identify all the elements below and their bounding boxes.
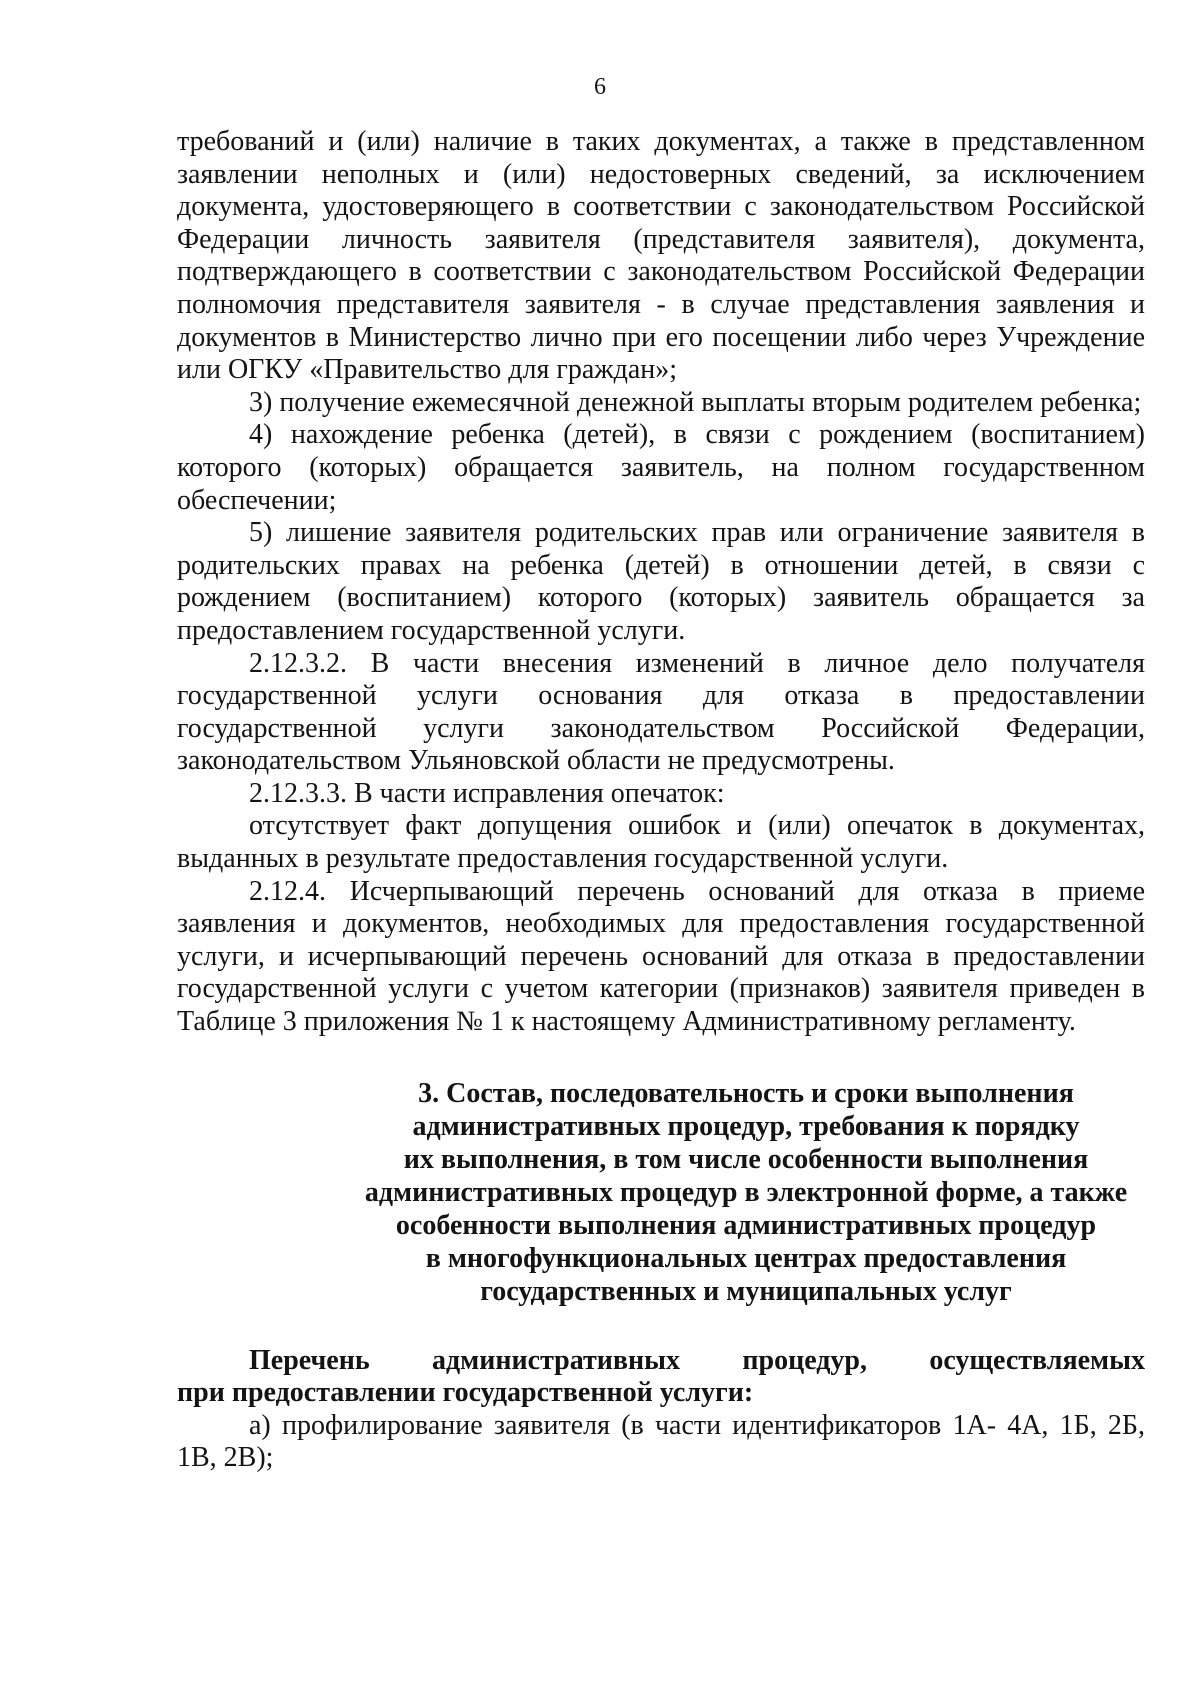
- heading-word: осуществляемых: [929, 1344, 1145, 1376]
- list-item-a: а) профилирование заявителя (в части идентификаторов 1А- 4А, 1Б, 2Б, 1В, 2В);: [177, 1409, 1145, 1474]
- paragraph-item-4: 4) нахождение ребенка (детей), в связи с рождением (воспитанием) которого (которых) обращается заявитель, на полном государственном обеспечении;: [177, 419, 1145, 516]
- section-heading: [177, 1077, 1145, 1308]
- section-heading-line: их выполнения, в том числе особенности выполнения: [403, 1143, 1089, 1175]
- section-heading-line: в многофункциональных центрах предоставления: [425, 1242, 1067, 1274]
- paragraph-typos-absent: отсутствует факт допущения ошибок и (или) опечаток в документах, выданных в результате предоставления государственной услуги.: [177, 810, 1145, 875]
- section-heading-line: 3. Состав, последовательность и сроки выполнения: [418, 1077, 1074, 1109]
- heading-word: административных: [432, 1344, 681, 1376]
- heading-word: Перечень: [249, 1344, 370, 1376]
- section-heading-line: административных процедур, требования к порядку: [412, 1110, 1080, 1142]
- paragraph-2-12-4: 2.12.4. Исчерпывающий перечень оснований для отказа в приеме заявления и документов, необходимых для предоставления государственной услуги, и исчерпывающий перечень оснований для отказа в предоставлении государственной услуги с учетом категории (признаков) заявителя приведен в Таблице 3 приложения № 1 к настоящему Административному регламенту.: [177, 875, 1145, 1038]
- paragraph-2-12-3-3: 2.12.3.3. В части исправления опечаток:: [249, 777, 725, 809]
- paragraph-continuation: требований и (или) наличие в таких документах, а также в представленном заявлении неполных и (или) недостоверных сведений, за исключением документа, удостоверяющего в соответствии с законодательством Российской Федерации личность заявителя (представителя заявителя), документа, подтверждающего в соответствии с законодательством Российской Федерации полномочия представителя заявителя - в случае представления заявления и документов в Министерство лично при его посещении либо через Учреждение или ОГКУ «Правительство для граждан»;: [177, 126, 1145, 386]
- section-heading-line: особенности выполнения административных процедур: [395, 1209, 1097, 1241]
- procedures-list-heading: [177, 1345, 1145, 1410]
- procedures-list-heading-first-line: [177, 1345, 1145, 1378]
- paragraph-2-12-3-2: 2.12.3.2. В части внесения изменений в личное дело получателя государственной услуги основания для отказа в предоставлении государственной услуги законодательством Российской Федерации, законодательством Ульяновской области не предусмотрены.: [177, 647, 1145, 777]
- section-heading-line: административных процедур в электронной форме, а также: [364, 1176, 1128, 1208]
- procedures-list-heading-second-line: при предоставлении государственной услуги:: [177, 1377, 754, 1409]
- page-number: 6: [594, 74, 606, 100]
- paragraph-item-3: 3) получение ежемесячной денежной выплаты вторым родителем ребенка;: [249, 386, 1142, 418]
- section-heading-line: государственных и муниципальных услуг: [480, 1275, 1012, 1307]
- document-body: [177, 126, 1145, 1475]
- paragraph-item-5: 5) лишение заявителя родительских прав или ограничение заявителя в родительских правах на ребенка (детей) в отношении детей, в связи с рождением (воспитанием) которого (которых) заявитель обращается за предоставлением государственной услуги.: [177, 517, 1145, 646]
- heading-word: процедур,: [742, 1344, 868, 1376]
